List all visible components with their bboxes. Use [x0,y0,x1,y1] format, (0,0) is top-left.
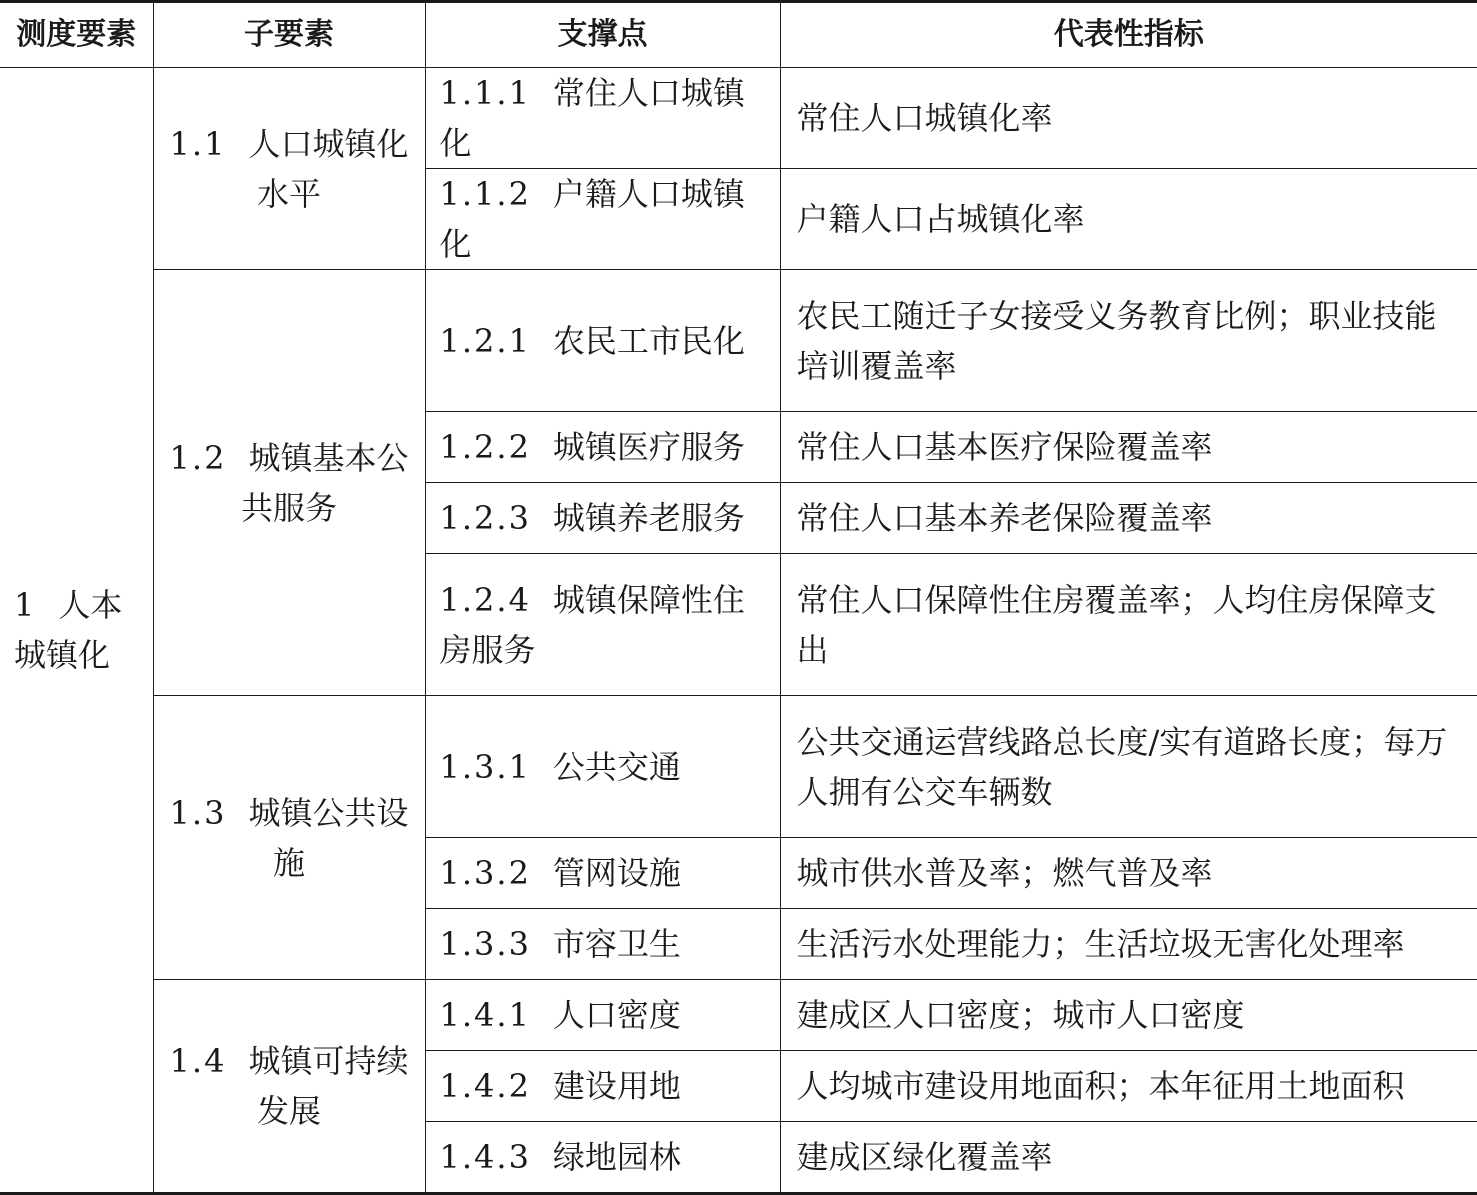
indicator-cell: 建成区绿化覆盖率 [780,1122,1477,1194]
table-row [0,980,1477,1051]
header-element: 测度要素 [0,2,153,68]
header-sub-element: 子要素 [153,2,425,68]
indicator-cell: 常住人口保障性住房覆盖率；人均住房保障支出 [780,554,1477,696]
element-name: 人本城镇化 [14,586,123,674]
indicator-cell: 户籍人口占城镇化率 [780,169,1477,270]
table-row [0,68,1477,169]
table-row [0,696,1477,838]
support-point-cell: 1.3.3 市容卫生 [425,909,780,980]
sub-element-cell: 1.4 城镇可持续发展 [153,980,425,1194]
indicator-cell: 人均城市建设用地面积；本年征用土地面积 [780,1051,1477,1122]
support-point-cell: 1.2.3 城镇养老服务 [425,483,780,554]
indicator-cell: 常住人口基本养老保险覆盖率 [780,483,1477,554]
indicator-cell: 公共交通运营线路总长度/实有道路长度；每万人拥有公交车辆数 [780,696,1477,838]
table-row [0,270,1477,412]
support-point-cell: 1.3.2 管网设施 [425,838,780,909]
support-point-cell: 1.2.4 城镇保障性住房服务 [425,554,780,696]
sub-element-cell: 1.1 人口城镇化水平 [153,68,425,270]
header-support-point: 支撑点 [425,2,780,68]
support-point-cell: 1.4.3 绿地园林 [425,1122,780,1194]
indicator-cell: 城市供水普及率；燃气普及率 [780,838,1477,909]
support-point-cell: 1.2.1 农民工市民化 [425,270,780,412]
indicator-cell: 建成区人口密度；城市人口密度 [780,980,1477,1051]
support-point-cell: 1.1.1 常住人口城镇化 [425,68,780,169]
element-cell [0,68,153,1194]
header-row [0,2,1477,68]
indicator-cell: 生活污水处理能力；生活垃圾无害化处理率 [780,909,1477,980]
indicator-cell: 常住人口城镇化率 [780,68,1477,169]
support-point-cell: 1.1.2 户籍人口城镇化 [425,169,780,270]
support-point-cell: 1.4.2 建设用地 [425,1051,780,1122]
sub-element-cell: 1.3 城镇公共设施 [153,696,425,980]
indicator-cell: 农民工随迁子女接受义务教育比例；职业技能培训覆盖率 [780,270,1477,412]
header-indicator: 代表性指标 [780,2,1477,68]
sub-element-cell: 1.2 城镇基本公共服务 [153,270,425,696]
support-point-cell: 1.2.2 城镇医疗服务 [425,412,780,483]
support-point-cell: 1.3.1 公共交通 [425,696,780,838]
indicator-cell: 常住人口基本医疗保险覆盖率 [780,412,1477,483]
support-point-cell: 1.4.1 人口密度 [425,980,780,1051]
element-number: 1 [14,586,37,624]
